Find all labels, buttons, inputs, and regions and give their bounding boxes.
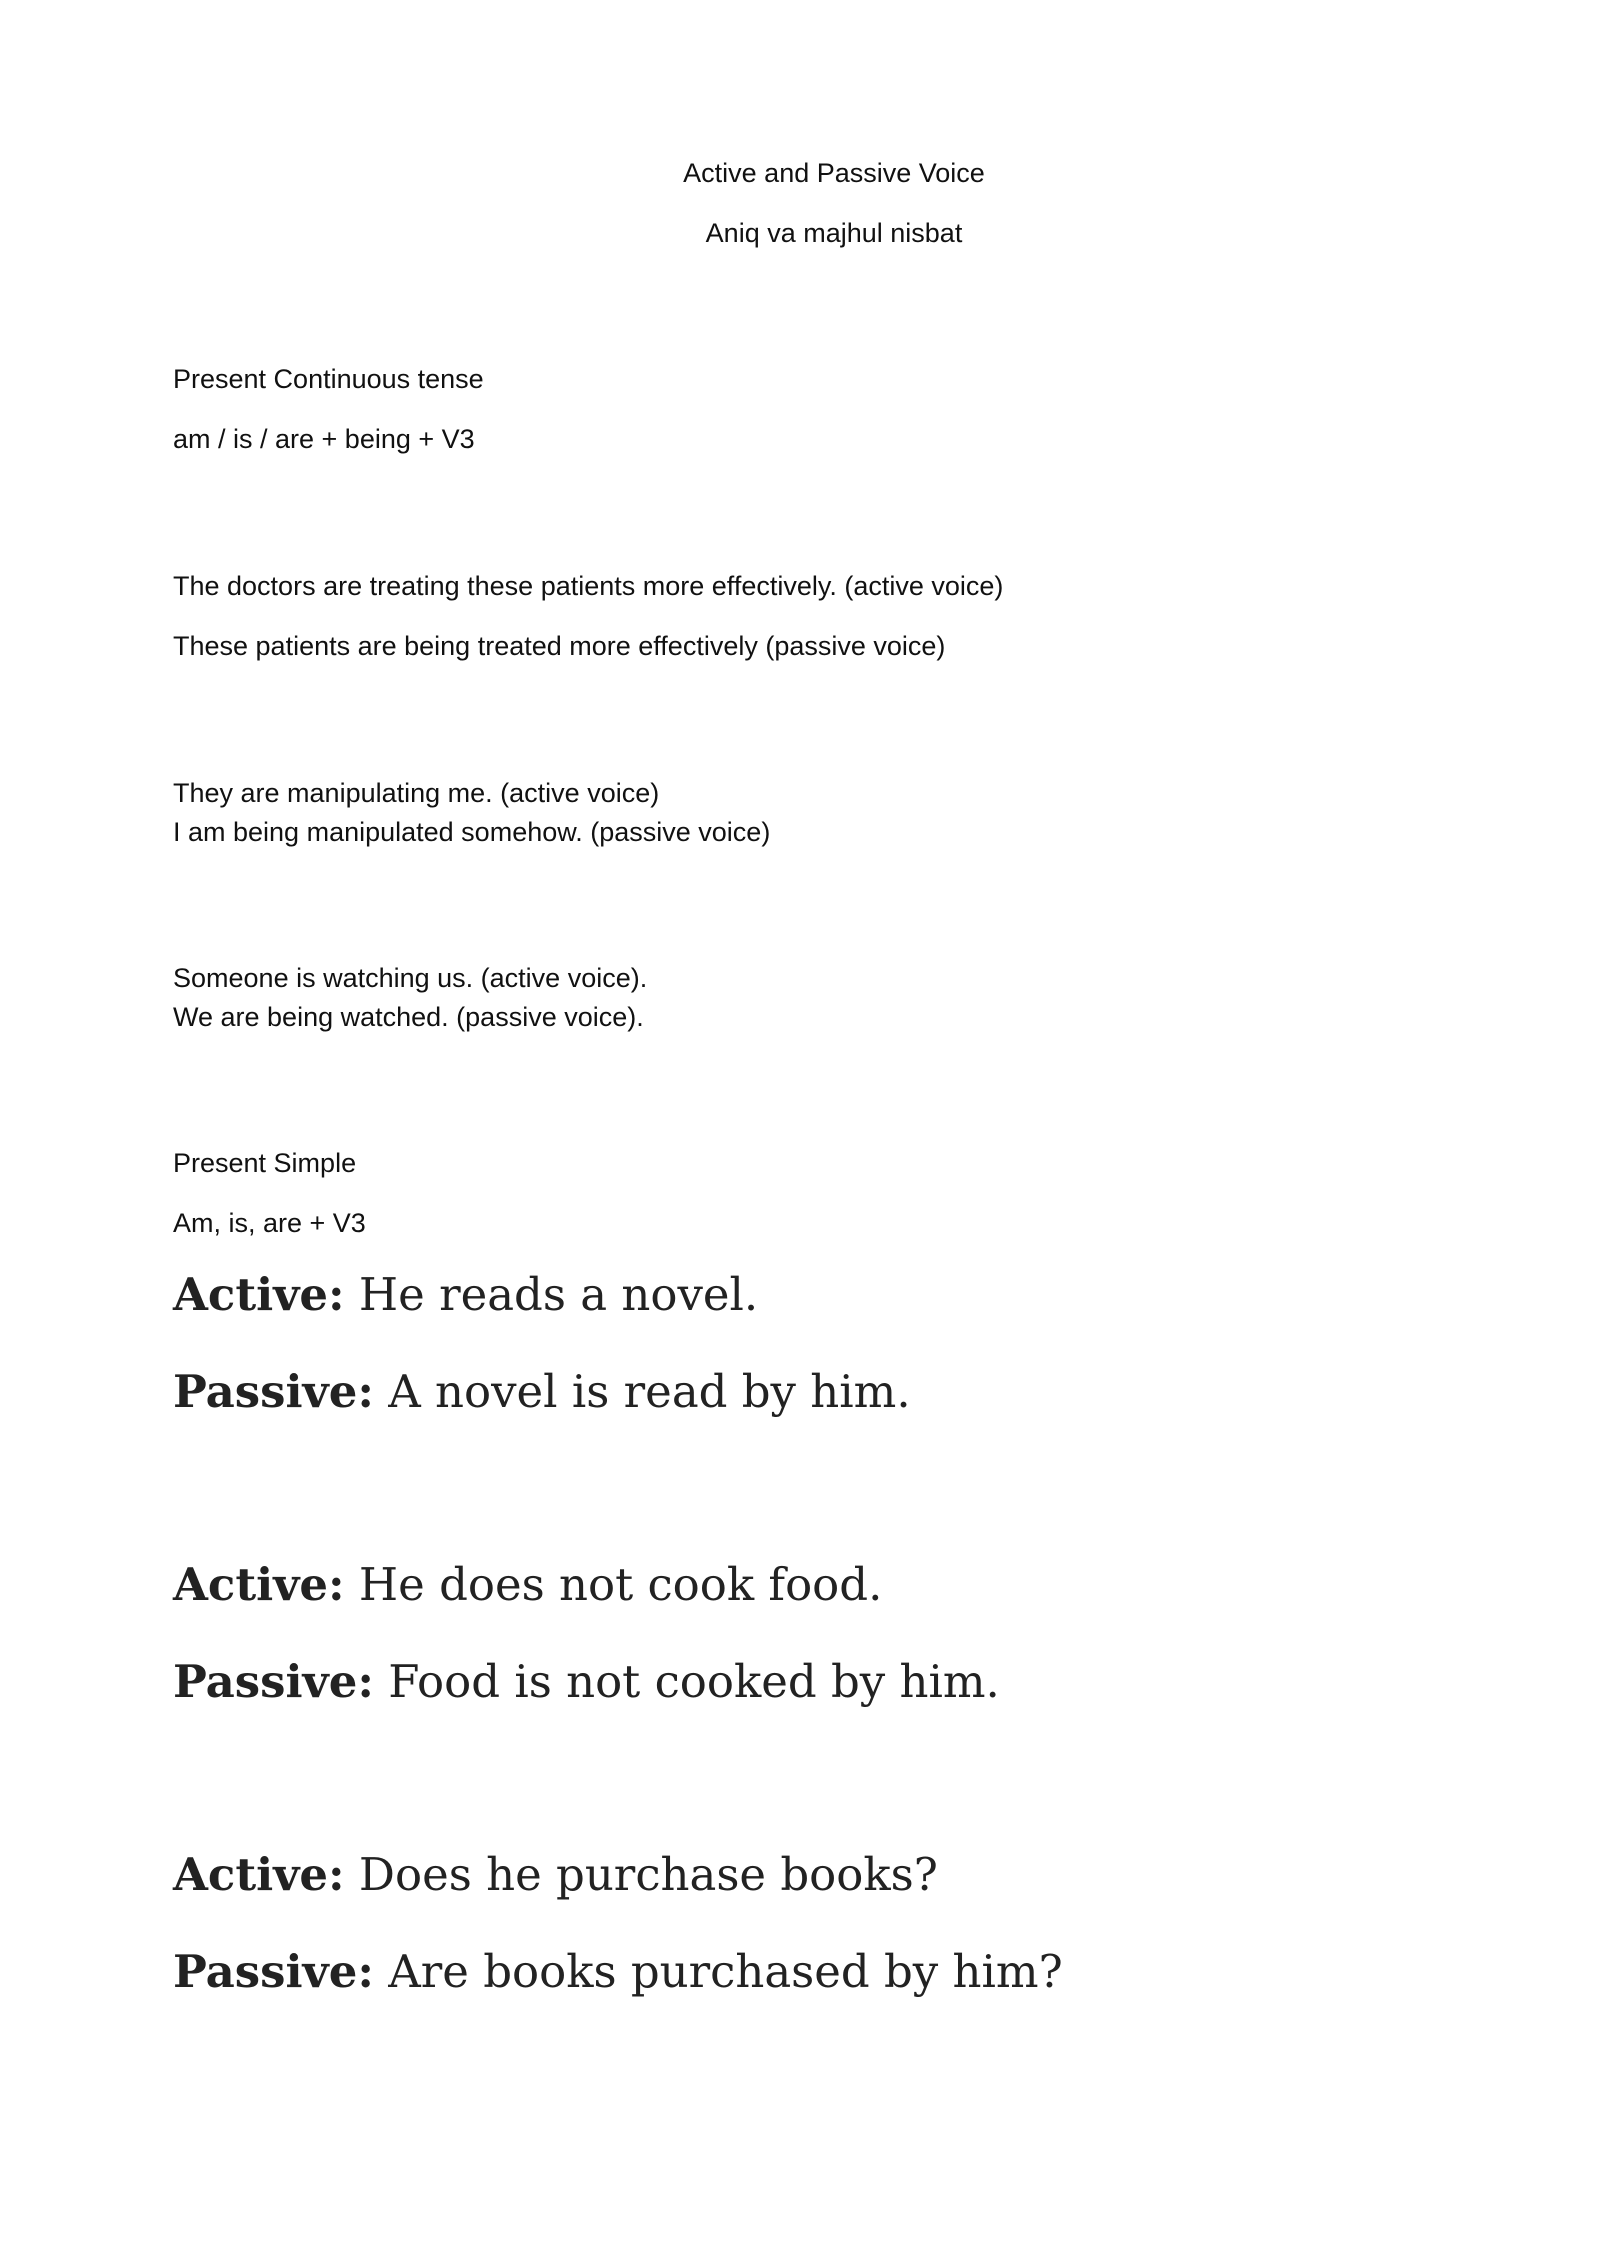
example-sentence: We are being watched. (passive voice). xyxy=(173,1002,644,1032)
page-title: Active and Passive Voice xyxy=(683,158,985,188)
active-example xyxy=(173,1268,759,1321)
passive-sentence: Food is not cooked by him. xyxy=(373,1655,1000,1708)
passive-sentence: Are books purchased by him? xyxy=(373,1945,1063,1998)
page-subtitle: Aniq va majhul nisbat xyxy=(705,218,963,248)
active-label: Active: xyxy=(173,1848,345,1901)
active-sentence: He reads a novel. xyxy=(344,1268,759,1321)
passive-example xyxy=(173,1365,911,1418)
passive-label: Passive: xyxy=(173,1655,374,1708)
example-sentence: I am being manipulated somehow. (passive voice) xyxy=(173,817,771,847)
active-label: Active: xyxy=(173,1268,345,1321)
active-sentence: He does not cook food. xyxy=(344,1558,883,1611)
active-sentence: Does he purchase books? xyxy=(344,1848,938,1901)
passive-label: Passive: xyxy=(173,1945,374,1998)
formula-present-continuous: am / is / are + being + V3 xyxy=(173,424,475,454)
example-sentence: These patients are being treated more effectively (passive voice) xyxy=(173,631,946,661)
active-example xyxy=(173,1848,938,1901)
passive-label: Passive: xyxy=(173,1365,374,1418)
section-heading-present-simple: Present Simple xyxy=(173,1148,357,1178)
example-sentence: The doctors are treating these patients more effectively. (active voice) xyxy=(173,571,1004,601)
active-example xyxy=(173,1558,883,1611)
formula-present-simple: Am, is, are + V3 xyxy=(173,1208,366,1238)
passive-sentence: A novel is read by him. xyxy=(373,1365,911,1418)
passive-example xyxy=(173,1655,1000,1708)
example-sentence: They are manipulating me. (active voice) xyxy=(173,778,660,808)
section-heading-present-continuous: Present Continuous tense xyxy=(173,364,484,394)
active-label: Active: xyxy=(173,1558,345,1611)
passive-example xyxy=(173,1945,1063,1998)
example-sentence: Someone is watching us. (active voice). xyxy=(173,963,648,993)
